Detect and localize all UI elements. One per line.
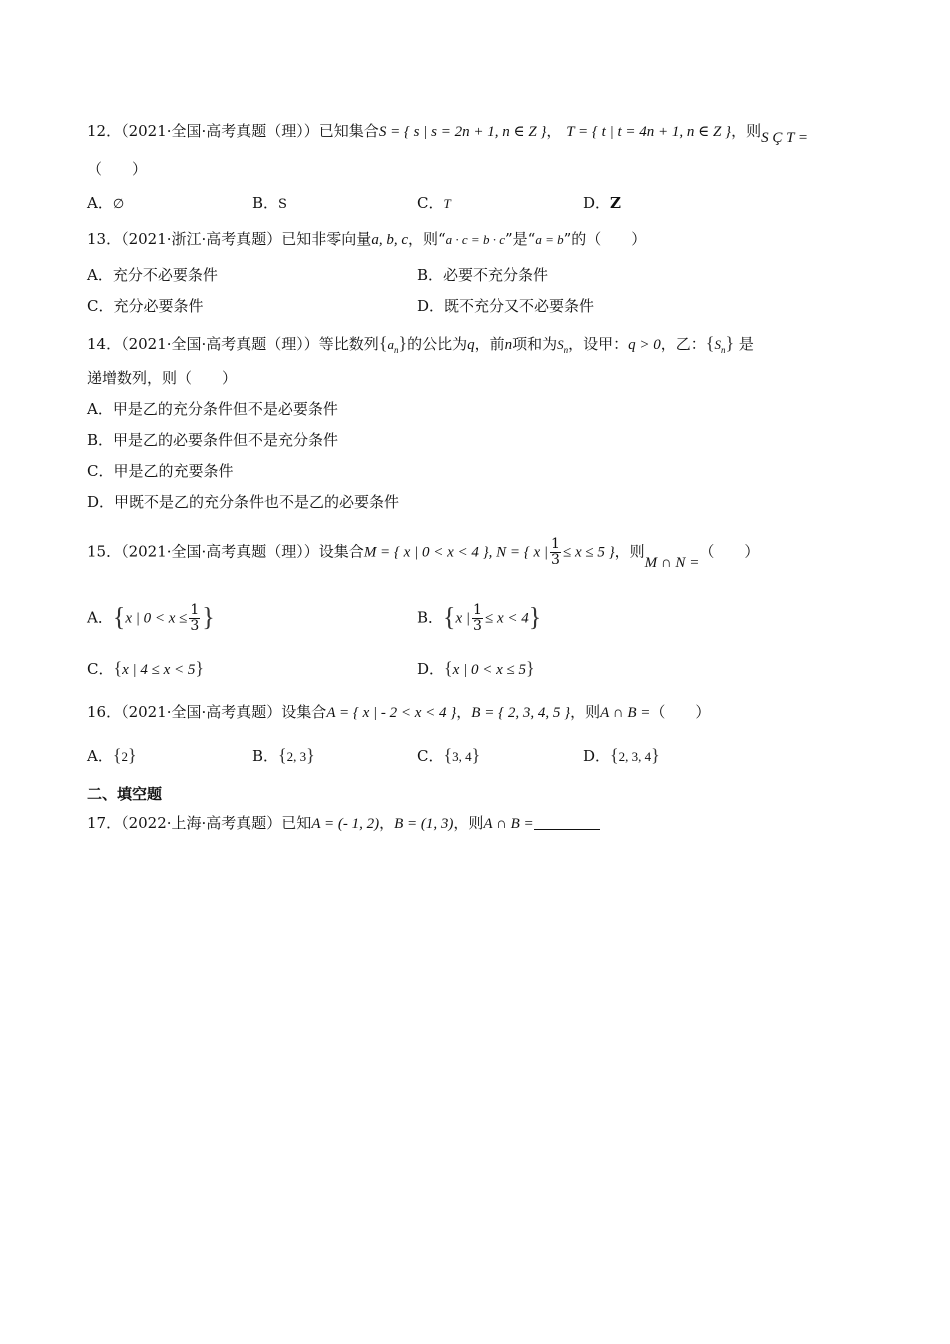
- option-label: B．: [417, 266, 444, 284]
- option-value: 必要不充分条件: [443, 266, 549, 284]
- q12-tail: ，则: [731, 122, 762, 140]
- q17-lead: 17．（2022·上海·高考真题）已知: [87, 814, 312, 832]
- q12-set-t: T = { t | t = 4n + 1, n ∈ Z }: [566, 124, 732, 140]
- option-value-pre: x |: [455, 610, 471, 627]
- denominator: 3: [473, 618, 482, 634]
- q14-text-2: ，前: [474, 335, 505, 353]
- q14-sum-2: S: [714, 337, 721, 352]
- option-label: A．: [87, 266, 113, 284]
- q16-option-b[interactable]: [252, 745, 315, 767]
- q15-option-d[interactable]: [417, 658, 535, 680]
- q15-paren: （ ）: [699, 542, 760, 561]
- option-value: x | 0 < x ≤ 5: [452, 662, 526, 678]
- brace-right: }: [127, 745, 137, 765]
- option-value-pre: x | 0 < x ≤: [125, 610, 188, 627]
- q12-option-b[interactable]: [252, 193, 287, 215]
- option-label: C．: [87, 462, 114, 480]
- option-label: C．: [417, 194, 444, 212]
- q16-option-d[interactable]: [583, 745, 660, 767]
- option-value: ∅: [112, 197, 125, 212]
- section-heading-fill-in: 二、填空题: [87, 785, 163, 803]
- q13-lead: 13．（2021·浙江·高考真题）已知非零向量: [87, 230, 372, 248]
- option-value: 3, 4: [452, 749, 472, 764]
- q14-lead: 14．（2021·全国·高考真题（理））等比数列: [87, 335, 379, 353]
- brace-right: }: [725, 333, 735, 353]
- option-value: T: [443, 196, 451, 211]
- q15-option-a[interactable]: [87, 603, 215, 634]
- brace-left: {: [113, 658, 123, 678]
- q13-mid2: ”是“: [504, 230, 536, 248]
- numerator: 1: [551, 536, 560, 552]
- brace-left: {: [112, 745, 122, 765]
- q14-n: n: [504, 337, 513, 353]
- option-value: Z: [610, 194, 621, 212]
- option-label: D．: [417, 660, 445, 678]
- q14-option-b[interactable]: [87, 430, 338, 450]
- q12-set-s: S = { s | s = 2n + 1, n ∈ Z }: [378, 124, 547, 140]
- q12-lead: 12．（2021·全国·高考真题（理））已知集合: [87, 122, 379, 140]
- q17-answer-blank[interactable]: [534, 815, 600, 830]
- q14-option-c[interactable]: [87, 461, 234, 481]
- q14-q: q: [467, 337, 475, 353]
- brace-right: }: [202, 602, 215, 632]
- option-value: 甲是乙的必要条件但不是充分条件: [113, 431, 339, 449]
- q13-condition-1: a · c = b · c: [445, 232, 505, 247]
- q14-text-3: 项和为: [512, 335, 558, 353]
- brace-left: {: [443, 602, 456, 632]
- option-label: D．: [583, 194, 611, 212]
- numerator: 1: [190, 602, 200, 618]
- q16-expr: A ∩ B =: [600, 705, 651, 721]
- q14-text-5: ，乙：: [660, 335, 706, 353]
- option-value: S: [278, 197, 287, 212]
- q14-text-4: ，设甲：: [568, 335, 629, 353]
- q15-expr: M ∩ N =: [644, 554, 700, 571]
- q13-tail: ”的（ ）: [563, 230, 647, 248]
- q13-vectors: a, b, c: [371, 232, 408, 248]
- q15-text-1: ，则: [614, 542, 645, 561]
- q16-sep: ，: [456, 703, 472, 721]
- brace-right: }: [528, 602, 542, 632]
- option-label: A．: [87, 608, 113, 627]
- q15-set-m: M = { x | 0 < x < 4 }: [363, 544, 489, 561]
- q13-option-a[interactable]: [87, 265, 218, 285]
- option-label: A．: [87, 194, 113, 212]
- option-label: C．: [87, 660, 114, 678]
- q12-paren: （ ）: [87, 160, 148, 178]
- denominator: 3: [190, 618, 200, 634]
- q15-set-n-post: ≤ x ≤ 5 }: [562, 544, 615, 561]
- question-12: [87, 121, 809, 146]
- option-value: 甲是乙的充要条件: [113, 462, 234, 480]
- q13-option-c[interactable]: [87, 296, 204, 316]
- q17-text-1: ，则: [453, 814, 484, 832]
- brace-right: }: [651, 745, 660, 765]
- q14-text-1: 的公比为: [407, 335, 468, 353]
- q12-expr: S Ç T =: [761, 130, 809, 146]
- q16-option-c[interactable]: [417, 745, 480, 767]
- q14-option-a[interactable]: [87, 399, 338, 419]
- q14-line-2: 递增数列，则（ ）: [87, 369, 238, 387]
- q17-set-a: A = (- 1, 2): [311, 816, 380, 832]
- q14-text-6: 是: [738, 335, 754, 353]
- option-label: C．: [87, 297, 114, 315]
- q17-set-b: B = (1, 3): [394, 816, 454, 832]
- option-fraction: [472, 603, 483, 634]
- q16-set-b: B = { 2, 3, 4, 5 }: [471, 705, 571, 721]
- brace-left: {: [112, 602, 126, 632]
- brace-right: }: [195, 658, 205, 678]
- option-label: A．: [87, 400, 113, 418]
- denominator: 3: [551, 552, 560, 568]
- option-label: A．: [87, 747, 113, 765]
- question-16: [87, 702, 710, 723]
- option-label: D．: [87, 493, 115, 511]
- option-value: 2, 3: [286, 749, 307, 764]
- q15-option-b[interactable]: [417, 603, 541, 634]
- q12-option-a[interactable]: [87, 193, 124, 215]
- question-13: [87, 229, 646, 250]
- q13-option-d[interactable]: [417, 296, 594, 316]
- q16-paren: （ ）: [650, 703, 711, 721]
- q16-lead: 16．（2021·全国·高考真题）设集合: [87, 703, 327, 721]
- option-label: B．: [417, 608, 444, 627]
- q14-sum-sub-2: n: [720, 345, 726, 355]
- q17-expr: A ∩ B =: [483, 816, 534, 832]
- option-label: B．: [87, 431, 114, 449]
- q12-option-d[interactable]: [583, 193, 621, 213]
- option-value: 甲既不是乙的充分条件也不是乙的必要条件: [114, 493, 400, 511]
- q13-option-b[interactable]: [417, 265, 548, 285]
- brace-left: {: [610, 745, 619, 765]
- q14-option-d[interactable]: [87, 492, 399, 512]
- question-15: [87, 536, 760, 571]
- q14-condition: q > 0: [628, 337, 661, 353]
- option-label: D．: [583, 747, 611, 765]
- q12-sep: ，: [546, 122, 562, 140]
- q14-sum-sub: n: [563, 345, 569, 355]
- q12-option-c[interactable]: [417, 193, 451, 214]
- q16-option-a[interactable]: [87, 745, 137, 767]
- option-value: 既不充分又不必要条件: [444, 297, 595, 315]
- question-17: [87, 813, 600, 834]
- q15-option-c[interactable]: [87, 658, 204, 680]
- brace-left: {: [705, 333, 715, 353]
- brace-right: }: [306, 745, 315, 765]
- option-value: 2, 3, 4: [618, 749, 652, 764]
- brace-left: {: [378, 333, 388, 353]
- q16-set-a: A = { x | - 2 < x < 4 }: [326, 705, 457, 721]
- brace-right: }: [525, 658, 535, 678]
- q14-sum: S: [557, 337, 564, 352]
- brace-right: }: [398, 333, 408, 353]
- brace-left: {: [278, 745, 287, 765]
- numerator: 1: [473, 602, 482, 618]
- q14-seq-sub: n: [393, 345, 399, 355]
- brace-left: {: [443, 745, 453, 765]
- option-value: 充分不必要条件: [112, 266, 218, 284]
- q15-lead: 15．（2021·全国·高考真题（理））设集合: [87, 542, 364, 561]
- option-label: B．: [252, 747, 279, 765]
- q15-fraction: [550, 537, 561, 568]
- brace-right: }: [471, 745, 481, 765]
- option-value: 甲是乙的充分条件但不是必要条件: [112, 400, 338, 418]
- question-14: [87, 333, 754, 360]
- option-value: x | 4 ≤ x < 5: [122, 662, 196, 678]
- q15-set-n-pre: , N = { x |: [488, 544, 549, 561]
- option-fraction: [189, 603, 200, 634]
- option-label: D．: [417, 297, 445, 315]
- q17-sep: ，: [379, 814, 395, 832]
- q14-seq-term: a: [387, 337, 394, 352]
- option-value: 充分必要条件: [113, 297, 204, 315]
- option-value-post: ≤ x < 4: [484, 610, 529, 627]
- brace-left: {: [444, 658, 453, 678]
- option-label: B．: [252, 194, 279, 212]
- option-value: 2: [121, 749, 128, 764]
- q13-condition-2: a = b: [535, 232, 564, 247]
- q13-mid1: ，则“: [407, 230, 446, 248]
- option-label: C．: [417, 747, 444, 765]
- q16-text-1: ，则: [570, 703, 601, 721]
